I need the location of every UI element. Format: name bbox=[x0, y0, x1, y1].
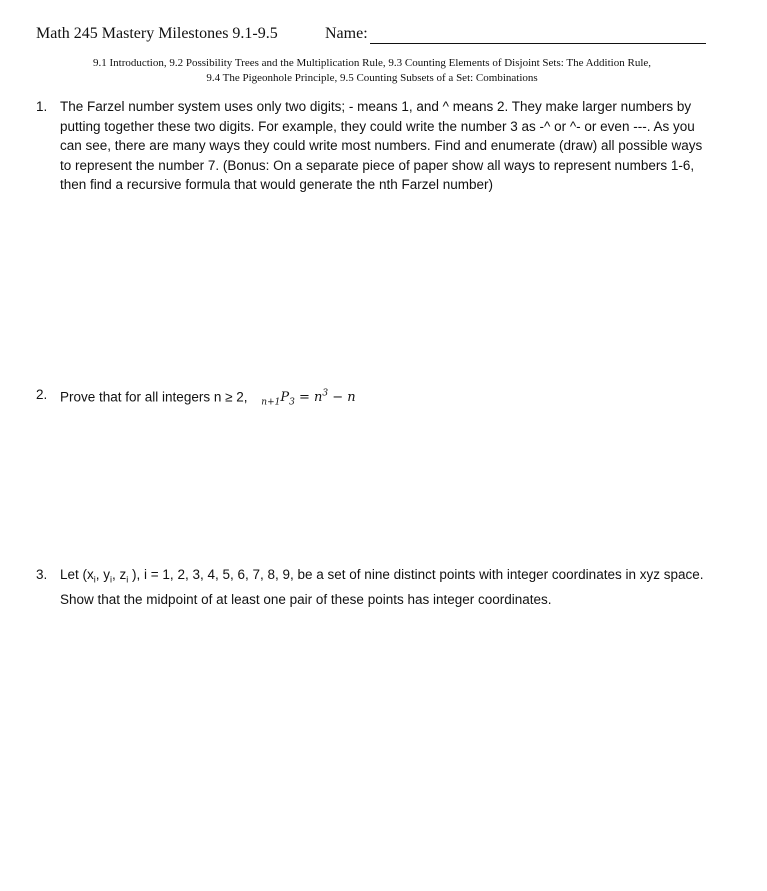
topics-line-1: 9.1 Introduction, 9.2 Possibility Trees and the Multiplication Rule, 9.3 Counting Elements of Disjoint Sets: The Addition Rule, bbox=[92, 57, 652, 69]
problem-text bbox=[60, 385, 356, 413]
coord-text: , z bbox=[112, 567, 127, 582]
formula-rest: − n bbox=[328, 390, 356, 406]
problem-number: 3. bbox=[36, 567, 48, 582]
problem-line: to represent the number 7. (Bonus: On a separate piece of paper show all ways to represent numbers 1-6, bbox=[60, 157, 695, 173]
formula-subscript: 3 bbox=[289, 397, 295, 408]
topics-subtitle bbox=[40, 56, 704, 86]
problem-line bbox=[60, 565, 704, 590]
coord-text: , y bbox=[95, 567, 111, 582]
name-label: Name: bbox=[325, 25, 368, 42]
problem-text bbox=[60, 97, 702, 195]
problem-number: 1. bbox=[36, 99, 48, 114]
name-blank-line[interactable] bbox=[370, 43, 706, 44]
header bbox=[36, 25, 716, 49]
coord-text: Let (x bbox=[60, 567, 94, 582]
problem-line: Show that the midpoint of at least one pair of these points has integer coordinates. bbox=[60, 592, 552, 608]
worksheet-title: Math 245 Mastery Milestones 9.1-9.5 bbox=[36, 25, 278, 42]
problem-statement: Prove that for all integers n ≥ 2, bbox=[60, 389, 248, 405]
problem-line: The Farzel number system uses only two digits; - means 1, and ^ means 2. They make larger numbers by bbox=[60, 99, 692, 114]
formula-symbol: P bbox=[280, 390, 290, 406]
problem-number: 2. bbox=[36, 387, 48, 402]
formula-exponent: 3 bbox=[322, 389, 329, 399]
problem-line: putting together these two digits. For example, they could write the number 3 as -^ or ^- or even ---. As you bbox=[60, 118, 695, 134]
coord-subscript: i bbox=[126, 574, 129, 585]
formula-equals: = n bbox=[294, 390, 323, 406]
coord-text: ), i = 1, 2, 3, 4, 5, 6, 7, 8, 9, be a set of nine distinct points with integer coordinates in xyz space. bbox=[128, 567, 704, 582]
coord-subscript: i bbox=[110, 574, 113, 585]
formula-pre-subscript: n+1 bbox=[261, 397, 281, 408]
permutation-formula bbox=[261, 389, 356, 408]
problem-line: can see, there are many ways they could write most numbers. Find and enumerate (draw) all possible ways bbox=[60, 138, 703, 153]
problem-text bbox=[60, 565, 704, 610]
coord-subscript: i bbox=[93, 574, 96, 585]
problem-line: then find a recursive formula that would generate the nth Farzel number) bbox=[60, 177, 493, 192]
topics-line-2: 9.4 The Pigeonhole Principle, 9.5 Counting Subsets of a Set: Combinations bbox=[206, 72, 538, 84]
